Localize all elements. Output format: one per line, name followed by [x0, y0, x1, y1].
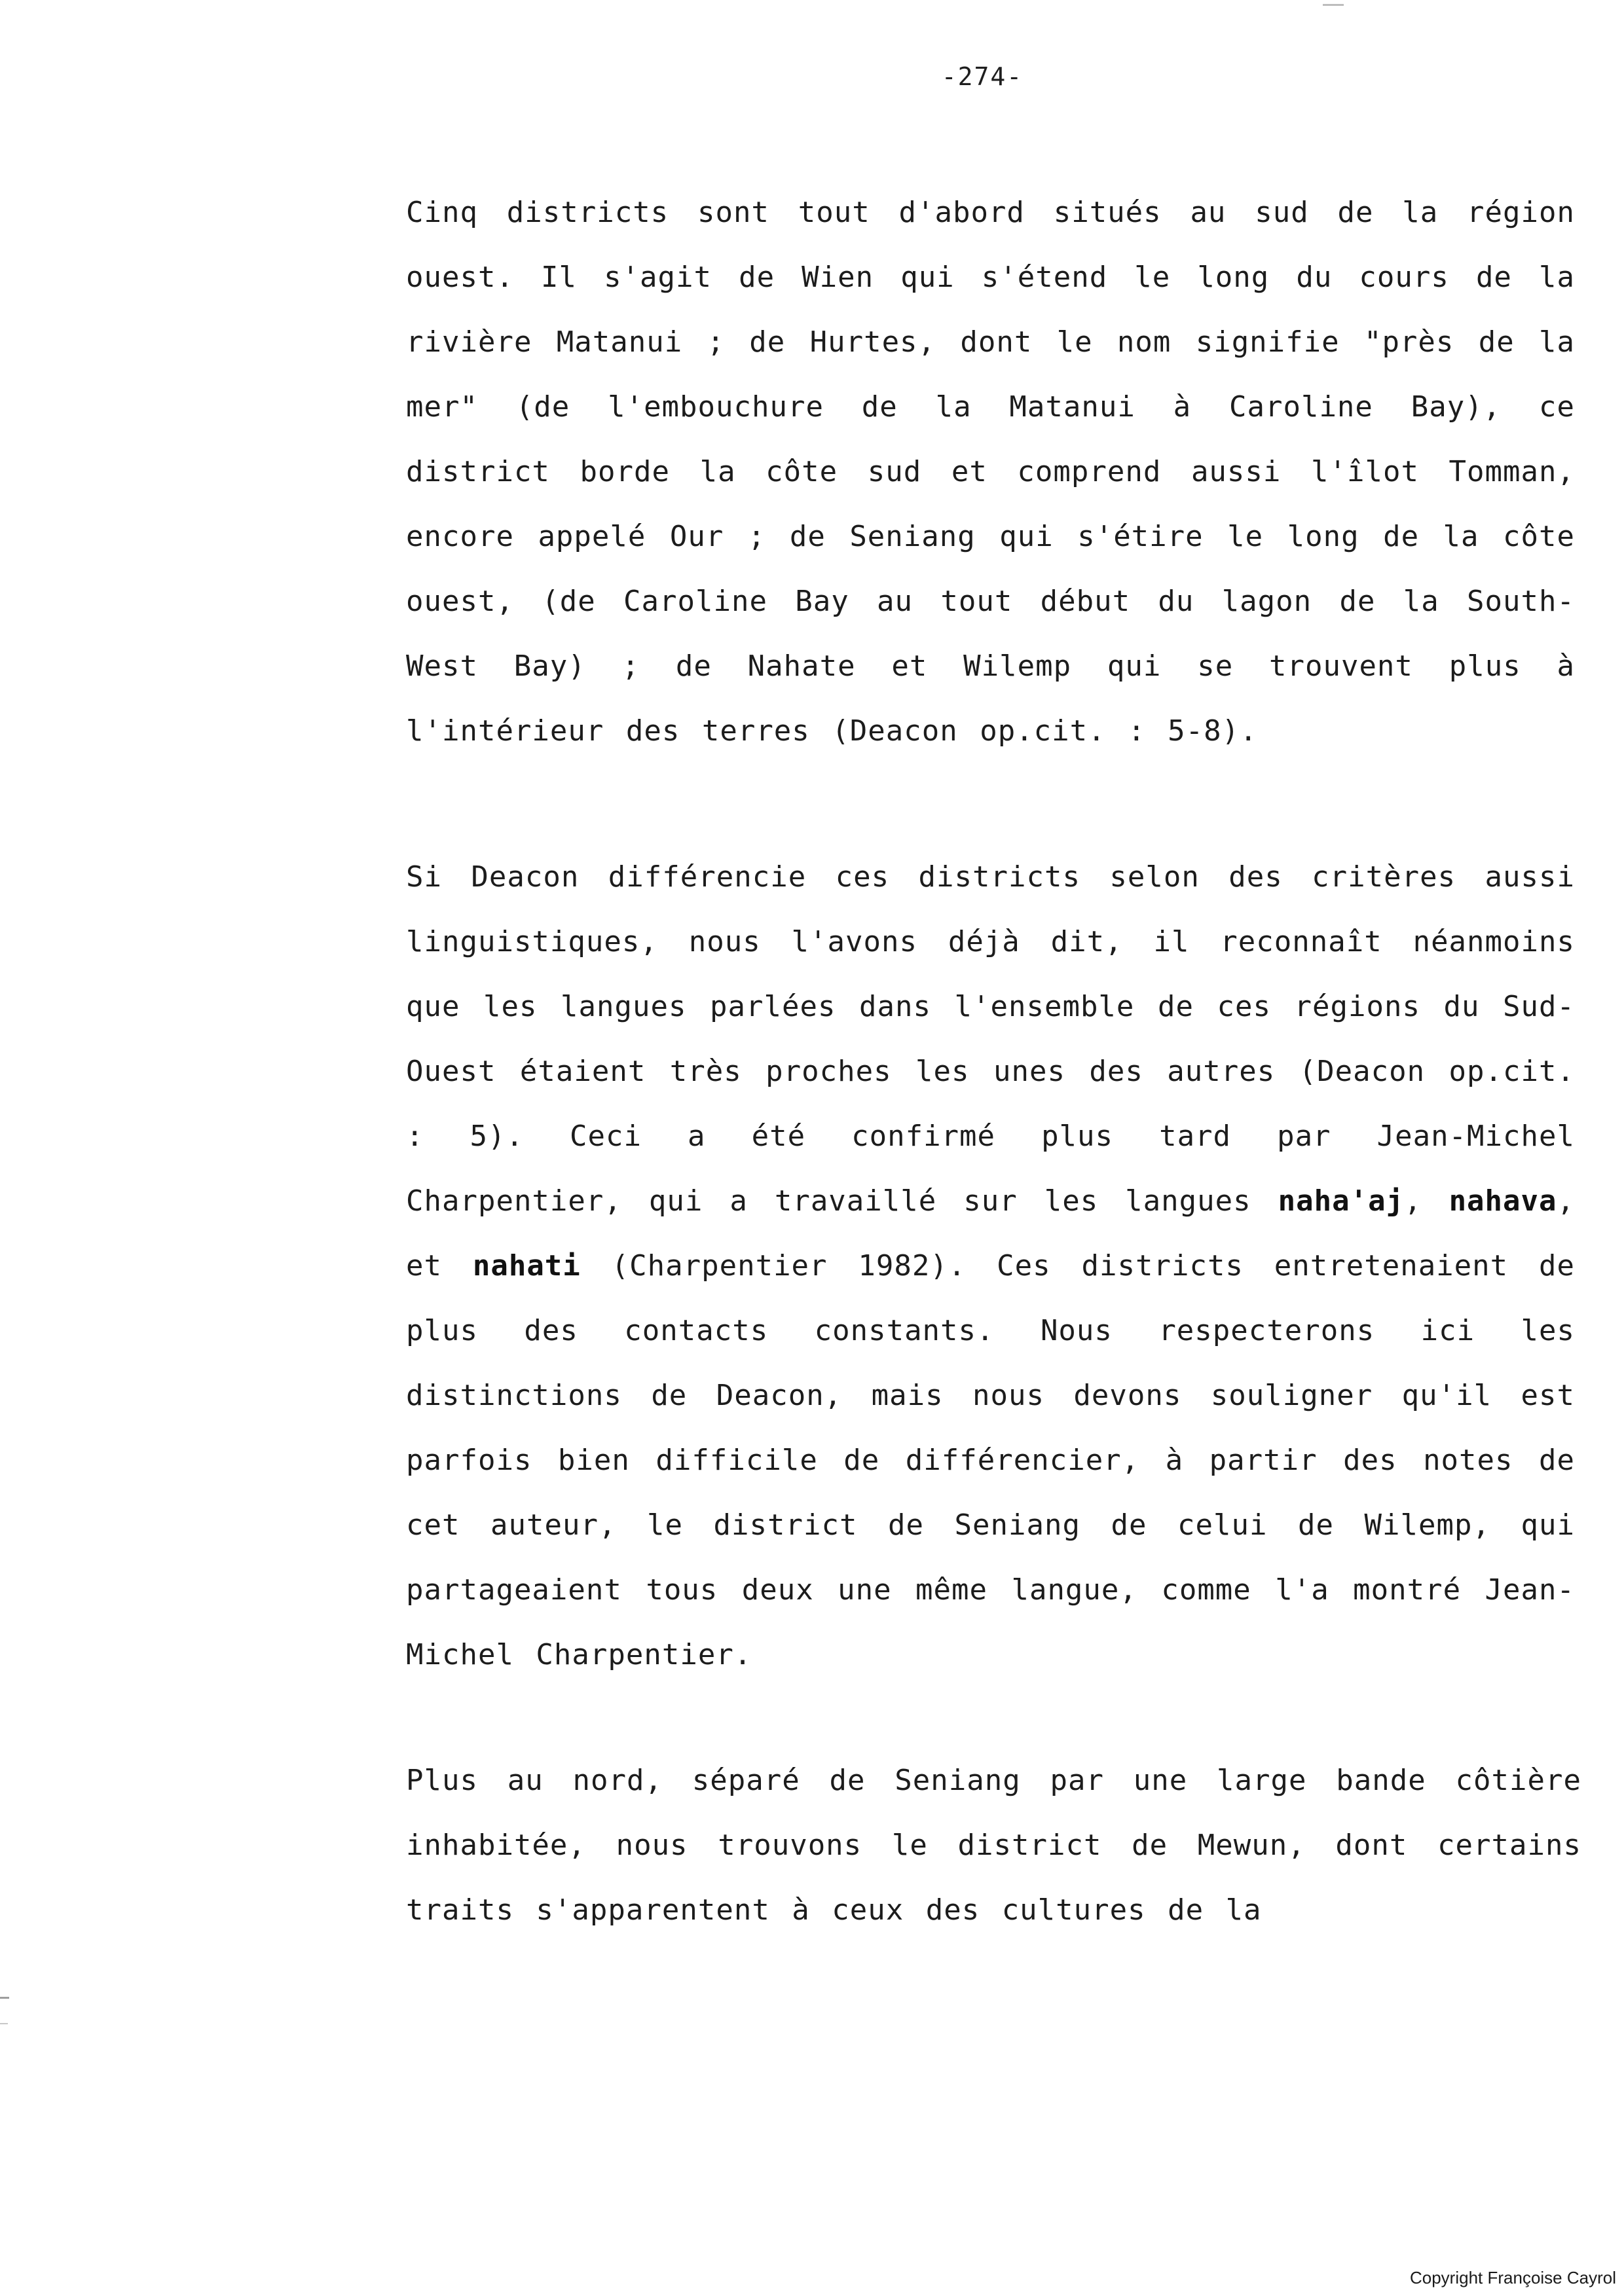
copyright-notice: Copyright Françoise Cayrol [1409, 2268, 1616, 2287]
language-name: nahava [1449, 1184, 1557, 1218]
scan-artifact [0, 1997, 9, 1999]
paragraph-text: , [1404, 1184, 1449, 1218]
paragraph [406, 1748, 1581, 1942]
paragraph-text: (Charpentier 1982). Ces districts entretenaient de plus des contacts constants. Nous respecterons ici les distinctions de Deacon, mais nous devons souligner qu'il est parfois bien difficile de différencier, à partir des notes de cet auteur, le district de Seniang de celui de Wilemp, qui partageaient tous deux une même langue, comme l'a montré Jean-Michel Charpentier. [406, 1249, 1575, 1671]
paragraph-text: Cinq districts sont tout d'abord situés au sud de la région ouest. Il s'agit de Wien qui s'étend le long du cours de la rivière Matanui ; de Hurtes, dont le nom signifie "près de la mer" (de l'embouchure de la Matanui à Caroline Bay), ce district borde la côte sud et comprend aussi l'îlot Tomman, encore appelé Our ; de Seniang qui s'étire le long de la côte ouest, (de Caroline Bay au tout début du lagon de la South-West Bay) ; de Nahate et Wilemp qui se trouvent plus à l'intérieur des terres (Deacon op.cit. : 5-8). [406, 196, 1575, 748]
language-name: nahati [472, 1249, 581, 1283]
scan-artifact [0, 2023, 8, 2024]
paragraph-text: Plus au nord, séparé de Seniang par une large bande côtière inhabitée, nous trouvons le district de Mewun, dont certains traits s'apparentent à ceux des cultures de la [406, 1764, 1581, 1927]
language-name: naha'aj [1278, 1184, 1405, 1218]
scan-artifact [1323, 4, 1344, 6]
paragraph-text: , et [406, 1184, 1576, 1283]
paragraph [406, 180, 1575, 763]
paragraph-text: Si Deacon différencie ces districts selon des critères aussi linguistiques, nous l'avons déjà dit, il reconnaît néanmoins que les langues parlées dans l'ensemble de ces régions du Sud-Ouest étaient très proches les unes des autres (Deacon op.cit. : 5). Ceci a été confirmé plus tard par Jean-Michel Charpentier, qui a travaillé sur les langues [406, 860, 1575, 1218]
paragraph [406, 845, 1575, 1687]
page-number: -274- [941, 62, 1024, 91]
